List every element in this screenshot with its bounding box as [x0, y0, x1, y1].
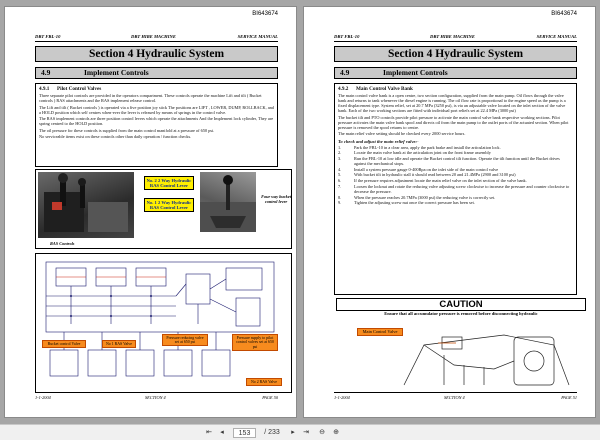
step-number: 1. — [338, 144, 342, 150]
label-no2-ras-valve: No 2 RAS Valve — [246, 378, 282, 386]
step-text: If the pressure requires adjustment locate the main relief valve on the inlet section of the valve bank. — [354, 178, 527, 184]
running-head-left: DBT FBL-10 — [334, 34, 360, 39]
footer-page: PAGE 51 — [561, 395, 577, 400]
page-footer — [35, 392, 278, 400]
running-head-left: DBT FBL-10 — [35, 34, 61, 39]
footer-section: SECTION 4 — [145, 395, 166, 400]
procedure-step — [338, 150, 573, 155]
paragraph: The oil pressure for these controls is supplied from the main control manifold at a pressure of 650 psi. — [39, 127, 215, 133]
last-page-icon[interactable]: ⇥ — [303, 429, 309, 436]
subsection-text: Implement Controls — [383, 68, 448, 77]
label-bucket-control-valve: Bucket control Valve — [42, 340, 86, 348]
main-valve-text-box — [334, 83, 577, 295]
subsection-number: 4.9 — [340, 68, 350, 77]
footer-date: 1-1-2004 — [334, 395, 350, 400]
section-title: Section 4 Hydraulic System — [334, 46, 577, 62]
total-pages: / 233 — [264, 429, 280, 436]
heading-number: 4.9.2 — [338, 86, 349, 92]
label-no2-lever: No. 2 2 Way Hydraulic RAS Control Lever — [144, 176, 194, 190]
hydraulic-schematic — [35, 253, 292, 393]
step-number: 3. — [338, 156, 342, 161]
paragraph: The bucket tilt and PTO controls provide pilot pressure to activate the main control valve bank respective working sections. Pilot pressure activates the main valve bank spool and directs oil from the main pump to the outlet ports of the actuated section. When pilot pressure is removed the spool returns to centre. — [338, 114, 569, 130]
paragraph: The main relief valve setting should be checked every 2000 service hours. — [338, 131, 466, 137]
paragraph: Three separate pilot controls are provided in the operators compartment. These controls operate the machine Lift and tilt ( Bucket controls ) RAS attachments and the RAS implement release control. — [39, 93, 262, 104]
procedure-step — [338, 195, 573, 200]
step-text: Tighten the adjusting screw nut once the correct pressure has been set. — [354, 200, 475, 206]
subsection-title — [35, 67, 278, 79]
caution-text: Ensure that all accumulator pressure is removed before disconnecting hydraulic — [384, 311, 538, 316]
running-head-center: DBT HIRE MACHINE — [131, 34, 176, 39]
footer-section: SECTION 4 — [444, 395, 465, 400]
procedure-step — [338, 156, 573, 166]
step-text: Park the FBL-10 in a clear area, apply the park brake and install the articulation lock. — [354, 144, 501, 150]
paragraph: The RAS implement controls are three position control levers which operate the attachments And the Implement lock cylinder, They are spring centred to the HOLD position. — [39, 116, 274, 127]
step-number: 6. — [338, 178, 342, 184]
current-page-input[interactable]: 153 — [233, 428, 256, 438]
step-number: 4. — [338, 166, 342, 172]
procedure-step — [338, 184, 573, 194]
document-page-left — [4, 6, 297, 418]
step-text: With bucket tilt in hydraulic stall it should read between 20 and 21.4MPa (2900 and 3100 psi) — [354, 172, 516, 178]
document-id: BI643674 — [551, 11, 577, 17]
caption-ras-controls: RAS Controls — [50, 241, 75, 246]
label-main-control-valve: Main Control Valve — [357, 328, 403, 336]
steps-title: To check and adjust the main relief valve:- — [338, 138, 419, 144]
step-number: 5. — [338, 172, 342, 178]
step-number: 2. — [338, 150, 342, 156]
footer-date: 1-1-2004 — [35, 395, 51, 400]
previous-page-icon[interactable]: ◂ — [220, 429, 224, 436]
paragraph: No serviceable items exist on these controls other than daily operation / function checks. — [39, 134, 192, 140]
step-text: When the pressure reaches 20.7MPa (3000 psi) the reducing valve is correctly set. — [354, 194, 496, 200]
label-pressure-supply: Pressure supply to pilot control valves set at 650 psi — [232, 334, 278, 351]
subsection-title — [334, 67, 577, 79]
running-head-right: SERVICE MANUAL — [536, 34, 577, 39]
viewer-toolbar — [0, 424, 600, 440]
step-text: Install a system pressure gauge 0-400Bpa on the inlet side of the main control valve — [354, 166, 499, 172]
pilot-control-text-box — [35, 83, 278, 167]
running-head — [334, 34, 577, 42]
document-page-right — [303, 6, 596, 418]
heading-number: 4.9.1 — [39, 86, 50, 92]
first-page-icon[interactable]: ⇤ — [206, 429, 212, 436]
section-heading — [39, 86, 274, 93]
caption-four-way-lever: Four way bucket control lever — [261, 194, 291, 204]
paragraph: The Lift and tilt ( Bucket controls ) is operated via a five position joy stick The positions are LIFT , LOWER, DUMP, ROLLBACK, and a HOLD position which self centres when-ever the lever is released by means of springs in the control valve. — [39, 104, 274, 115]
label-no1-ras-valve: No 1 RAS Valve — [102, 340, 136, 348]
step-text: Run the FBL-10 at low idle and operate the Bucket control tilt function. Operate the tilt function until the Bucket drives against the mechanical stops. — [354, 156, 560, 167]
main-control-valve-drawing — [384, 325, 582, 393]
running-head-right: SERVICE MANUAL — [237, 34, 278, 39]
procedure-step — [338, 167, 573, 172]
procedure-step — [338, 145, 573, 150]
zoom-out-icon[interactable]: ⊖ — [319, 429, 325, 436]
subsection-text: Implement Controls — [84, 68, 149, 77]
subsection-number: 4.9 — [41, 68, 51, 77]
footer-page: PAGE 50 — [262, 395, 278, 400]
paragraph: The main control valve bank is a open centre, two section configuration, supplied from the main pump. Oil flows through the valve bank and returns to tank whenever the diesel engine is running. The oil flow rate is proportional to the engine speed as the pump is a fixed displacement type. System relief, set at 20.7 MPa (3250 psi), is via an adjustable valve located on the inlet section of the valve bank. Each of the two working sections are fitted with individual port reliefs set at 22.4 MPa (3000 psi) — [338, 93, 566, 114]
label-pressure-reducing-valve: Pressure reducing valve set at 650 psi — [162, 334, 208, 346]
procedure-step — [338, 172, 573, 177]
caution-title: CAUTION — [336, 298, 586, 311]
controls-photo-panel — [35, 169, 292, 249]
zoom-in-icon[interactable]: ⊕ — [333, 429, 339, 436]
step-number: 9. — [338, 200, 342, 206]
bucket-lever-photo — [200, 172, 256, 232]
running-head — [35, 34, 278, 42]
heading-text: Main Control Valve Bank — [356, 86, 413, 92]
section-title: Section 4 Hydraulic System — [35, 46, 278, 62]
label-no1-lever: No. 1 2 Way Hydraulic RAS Control Lever — [144, 198, 194, 212]
step-text: Loosen the locknut and rotate the reducing valve adjusting screw clockwise to increase the pressure and counter clockwise to decrease the pressure. — [354, 183, 570, 194]
step-number: 7. — [338, 183, 342, 189]
step-text: Locate the main valve bank at the articulation joint on the front frame assembly — [354, 150, 491, 156]
ras-controls-photo — [38, 172, 134, 238]
procedure-step — [338, 200, 573, 205]
section-heading — [338, 86, 573, 93]
procedure-step — [338, 178, 573, 183]
heading-text: Pilot Control Valves — [57, 86, 102, 92]
next-page-icon[interactable]: ▸ — [291, 429, 295, 436]
running-head-center: DBT HIRE MACHINE — [430, 34, 475, 39]
step-number: 8. — [338, 194, 342, 200]
page-footer — [334, 392, 577, 400]
document-id: BI643674 — [252, 11, 278, 17]
